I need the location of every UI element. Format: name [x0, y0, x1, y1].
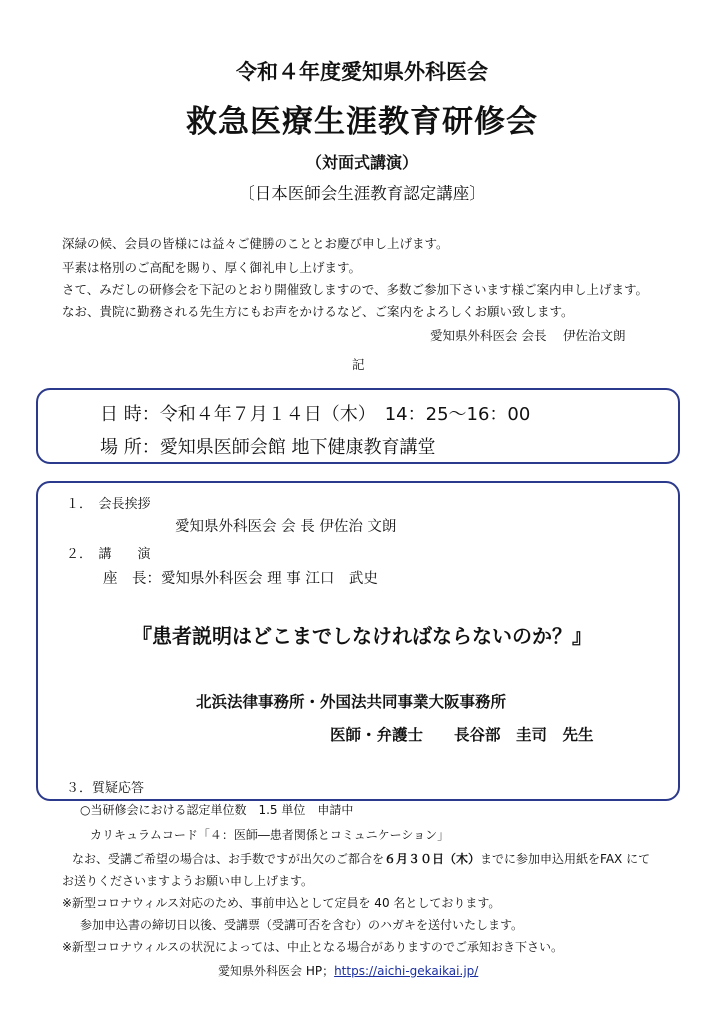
- fax-deadline: ６月３０日（木）: [384, 852, 481, 866]
- program-item-1-detail: 愛知県外科医会 会 長 伊佐治 文朗: [175, 519, 397, 535]
- ki-label: 記: [352, 357, 365, 372]
- greeting-line: 深緑の候、会員の皆様には益々ご健勝のこととお慶び申し上げます。: [62, 236, 449, 251]
- covid-note-2: 参加申込書の締切日以後、受講票（受講可否を含む）のハガキを送付いたします。: [80, 918, 524, 932]
- signer: 愛知県外科医会 会長 伊佐治文朗: [430, 328, 626, 343]
- fax-note-prefix: なお、受講ご希望の場合は、お手数ですが出欠のご都合を: [72, 852, 385, 866]
- greeting-line: なお、貴院に勤務される先生方にもお声をかけるなど、ご案内をよろしくお願い致します。: [62, 304, 574, 319]
- chair-person: 座 長：愛知県外科医会 理 事 江口 武史: [103, 571, 378, 587]
- format-label: （対面式講演）: [305, 153, 418, 172]
- fax-note-line2: お送りくださいますようお願い申し上げます。: [62, 874, 314, 888]
- program-item-2: ２． 講 演: [66, 547, 151, 562]
- covid-note-3: ※新型コロナウィルスの状況によっては、中止となる場合がありますのでご承知おき下さい。: [62, 940, 563, 954]
- credit-note: ○当研修会における認定単位数 1.5 単位 申請中: [80, 803, 354, 817]
- lecture-title: 『患者説明はどこまでしなければならないのか？』: [132, 624, 592, 648]
- fax-note-suffix: までに参加申込用紙をFAX にて: [480, 852, 651, 866]
- event-place: 場 所：愛知県医師会館 地下健康教育講堂: [100, 437, 436, 458]
- speaker-name: 医師・弁護士 長谷部 圭司 先生: [330, 726, 594, 744]
- homepage-link[interactable]: https://aichi-gekaikai.jp/: [334, 964, 479, 978]
- org-title: 令和４年度愛知県外科医会: [236, 60, 488, 84]
- certification-label: 〔日本医師会生涯教育認定講座〕: [238, 184, 486, 203]
- event-datetime: 日 時：令和４年７月１４日（木） 14：25～16：00: [100, 404, 531, 425]
- greeting-line: さて、みだしの研修会を下記のとおり開催致しますので、多数ご参加下さいます様ご案内申し上げます。: [62, 282, 649, 297]
- speaker-organization: 北浜法律事務所・外国法共同事業大阪事務所: [196, 693, 507, 711]
- program-item-3: ３．質疑応答: [66, 781, 145, 796]
- covid-note-1: ※新型コロナウィルス対応のため、事前申込として定員を 40 名としております。: [62, 896, 501, 910]
- curriculum-note: カリキュラムコード「４：医師―患者関係とコミュニケーション」: [90, 828, 450, 842]
- homepage-label: 愛知県外科医会 HP；: [218, 964, 335, 978]
- program-item-1: １． 会長挨拶: [66, 497, 151, 512]
- greeting-line: 平素は格別のご高配を賜り、厚く御礼申し上げます。: [62, 260, 362, 275]
- homepage-line: [218, 962, 478, 979]
- fax-note-line1: [72, 850, 650, 867]
- page-title: 救急医療生涯教育研修会: [186, 104, 538, 140]
